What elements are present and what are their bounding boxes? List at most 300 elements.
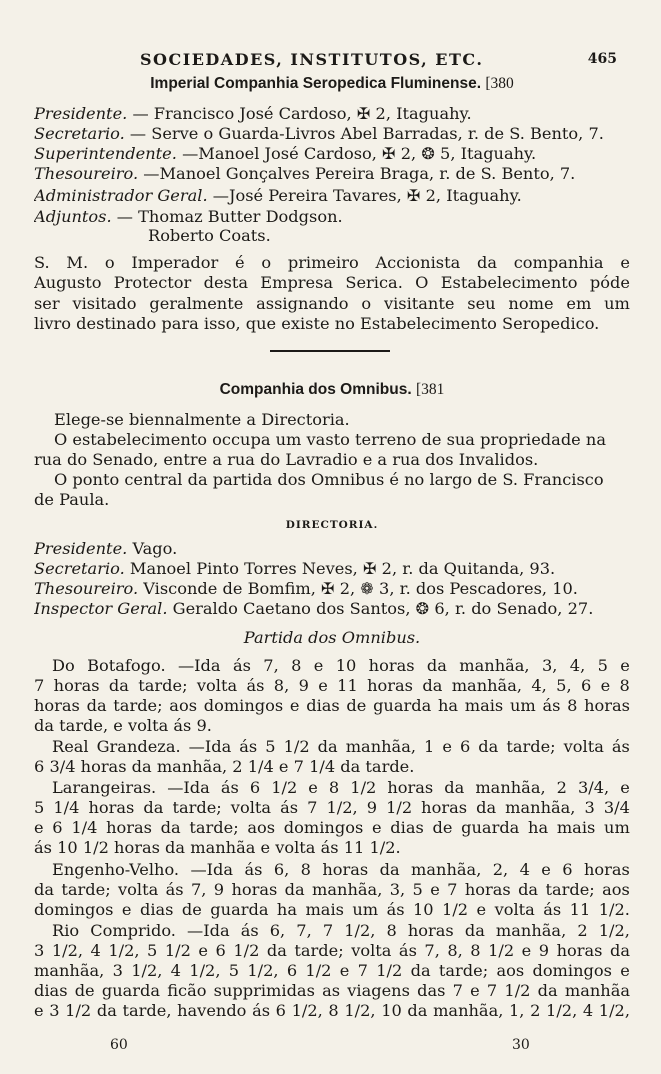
schedule-line — [52, 656, 630, 676]
word: Estabelecimento — [440, 273, 578, 292]
director-line: Inspector Geral. Geraldo Caetano dos Santos, ❂ 6, r. do Senado, 27. — [34, 599, 594, 618]
word: as — [322, 981, 341, 1000]
word: 3, — [541, 656, 558, 675]
word: 9 — [366, 798, 378, 817]
word: domingos — [283, 818, 364, 837]
word: 1/2, — [546, 1001, 578, 1020]
schedule-line — [34, 676, 630, 696]
word: ás — [542, 696, 561, 715]
paragraph-line — [34, 273, 630, 293]
word: manhãa, — [475, 778, 546, 797]
word: manhãa, — [411, 860, 482, 879]
word: ficão — [167, 981, 207, 1000]
word: 3, — [389, 880, 406, 899]
word: 9 — [538, 941, 550, 960]
word: 10 — [413, 900, 434, 919]
word: ás — [252, 1001, 271, 1020]
schedule-line — [34, 798, 630, 818]
word: guarda — [210, 900, 269, 919]
word: da — [537, 981, 558, 1000]
word: 4, — [531, 676, 547, 695]
word: Imperador — [131, 253, 219, 272]
word: da — [426, 656, 447, 675]
word: e — [521, 941, 532, 960]
word: da — [96, 1001, 117, 1020]
word: 7 — [307, 798, 318, 817]
word: 10 — [381, 1001, 402, 1020]
word: horas — [322, 860, 369, 879]
word: 11 — [337, 676, 358, 695]
word: da — [444, 778, 465, 797]
word: e — [430, 880, 440, 899]
word: 1/2, — [189, 961, 221, 980]
word: da — [108, 676, 129, 695]
officer-line-adjunto: Roberto Coats. — [148, 226, 271, 245]
word: ás — [398, 941, 417, 960]
word: 5 — [265, 737, 276, 756]
word: 7, — [190, 880, 207, 899]
word: 10 — [335, 656, 357, 675]
word: companhia — [513, 253, 604, 272]
officer-line: Thesoureiro. —Manoel Gonçalves Pereira Braga, r. de S. Bento, 7. — [34, 164, 576, 183]
word: ás — [240, 921, 259, 940]
word: um — [509, 696, 536, 715]
word: horas — [34, 696, 80, 715]
officer-line: Administrador Geral. —José Pereira Tavares, ✠ 2, Itaguahy. — [34, 186, 522, 205]
paragraph-line — [34, 253, 630, 273]
director-line: Presidente. Vago. — [34, 539, 178, 558]
word: e — [470, 981, 480, 1000]
word: horas — [106, 818, 152, 837]
word: Do — [52, 656, 75, 675]
word: da — [478, 737, 499, 756]
word: manhãa, — [345, 737, 417, 756]
word: da — [379, 860, 400, 879]
word: o — [104, 253, 115, 272]
word: Rio — [52, 921, 80, 940]
word: 1/2, — [108, 941, 140, 960]
word: 4, — [569, 656, 586, 675]
word: e — [620, 656, 630, 675]
schedule-line — [34, 900, 630, 920]
schedule-line — [34, 818, 630, 838]
word: tarde; — [545, 880, 595, 899]
word: 1/2 — [442, 900, 469, 919]
word: 1/4 — [53, 798, 80, 817]
word: da — [476, 253, 497, 272]
word: 7, — [424, 941, 440, 960]
word: 9 — [213, 880, 225, 899]
schedule-line: da tarde, e volta ás 9. — [34, 716, 212, 735]
schedule-line — [34, 941, 630, 961]
word: ha — [528, 818, 549, 837]
section-title-omnibus: Companhia dos Omnibus. [381 — [219, 381, 445, 398]
word: —Ida — [187, 921, 230, 940]
word: 6 — [562, 860, 573, 879]
word: horas — [368, 656, 415, 675]
word: 6 — [580, 676, 592, 695]
word: volta — [351, 941, 392, 960]
word: volta — [196, 676, 238, 695]
word: o — [261, 253, 272, 272]
word: horas — [387, 778, 434, 797]
schedule-line — [34, 961, 630, 981]
word: volta — [563, 737, 604, 756]
word: visitado — [72, 294, 137, 313]
word: horas — [583, 860, 630, 879]
word: e — [442, 737, 452, 756]
word: mais — [464, 696, 504, 715]
word: dias — [139, 900, 174, 919]
word: tarde; — [189, 818, 239, 837]
schedule-line — [34, 696, 630, 716]
word: 1/2, — [131, 961, 163, 980]
word: um — [604, 818, 630, 837]
director-line: Secretario. Manoel Pinto Torres Neves, ✠ 2, r. da Quitanda, 93. — [34, 559, 556, 578]
word: manhãa, — [433, 1001, 504, 1020]
word: 5, — [556, 676, 572, 695]
word: horas — [421, 798, 468, 817]
word: aos — [496, 961, 525, 980]
word: 6, — [269, 921, 286, 940]
word: ás — [543, 900, 562, 919]
word: e — [620, 961, 630, 980]
word: 1/2 — [164, 941, 191, 960]
word: desta — [203, 273, 248, 292]
word: horas — [367, 676, 413, 695]
word: da — [86, 696, 107, 715]
word: S. — [34, 253, 50, 272]
schedule-line — [34, 1001, 630, 1021]
word: de — [432, 818, 453, 837]
word: 7 — [322, 921, 334, 940]
word: 1/2 — [283, 737, 310, 756]
word: domingos — [34, 900, 114, 919]
word: da — [410, 961, 431, 980]
word: Real — [52, 737, 89, 756]
paragraph-line — [34, 294, 630, 314]
director-line: Thesoureiro. Visconde de Bomfim, ✠ 2, ❁ 3, r. dos Pescadores, 10. — [34, 579, 578, 598]
word: manhãa, — [451, 676, 522, 695]
word: volta — [118, 880, 159, 899]
word: 6 — [249, 778, 261, 797]
word: 4 — [170, 961, 181, 980]
word: 8 — [300, 860, 311, 879]
word: 1/2, — [344, 1001, 376, 1020]
word: 6 — [275, 1001, 286, 1020]
word: 7 — [452, 981, 463, 1000]
word: 7 — [447, 880, 458, 899]
word: mais — [305, 900, 344, 919]
word: 5 — [412, 880, 423, 899]
word: havendo — [177, 1001, 247, 1020]
word: —Ida — [167, 778, 210, 797]
word: ás — [246, 676, 265, 695]
word: assignando — [256, 294, 349, 313]
word: volta — [230, 798, 272, 817]
word: 1/2, — [598, 1001, 630, 1020]
word: 2 — [556, 778, 567, 797]
word: tarde; — [172, 798, 222, 817]
word: 7 — [486, 981, 498, 1000]
word: supprimidas — [213, 981, 315, 1000]
word: de — [181, 900, 202, 919]
word: —Ida — [177, 656, 221, 675]
word: manhãa, — [495, 921, 567, 940]
word: horas — [88, 798, 135, 817]
word: tarde, — [122, 1001, 172, 1020]
word: 1/2 — [65, 1001, 92, 1020]
word: Comprido. — [90, 921, 176, 940]
word: 1/2 — [488, 941, 515, 960]
word: de — [346, 696, 367, 715]
word: horas — [407, 921, 454, 940]
word: e — [318, 676, 328, 695]
word: de — [74, 981, 95, 1000]
word: 8 — [386, 921, 397, 940]
word: visitante — [383, 294, 455, 313]
word: 3/4 — [603, 798, 630, 817]
word: viagens — [347, 981, 410, 1000]
word: da — [34, 880, 55, 899]
word: 5 — [34, 798, 45, 817]
word: um — [604, 294, 630, 313]
word: da — [476, 798, 497, 817]
word: Engenho-Velho. — [52, 860, 180, 879]
word: ha — [276, 900, 297, 919]
schedule-line — [52, 778, 630, 798]
word: 5 — [147, 941, 158, 960]
word: 3 — [112, 961, 123, 980]
word: dias — [306, 696, 340, 715]
word: dias — [390, 818, 424, 837]
word: Accionista — [375, 253, 461, 272]
word: e — [308, 778, 318, 797]
word: M. — [66, 253, 89, 272]
word: horas — [53, 676, 100, 695]
word: ha — [437, 696, 459, 715]
word: da — [160, 818, 181, 837]
word: e — [620, 778, 630, 797]
word: Botafogo. — [87, 656, 166, 675]
word: guarda — [461, 818, 520, 837]
word: e — [476, 900, 487, 919]
word: 4 — [582, 1001, 594, 1020]
word: manhãa, — [459, 656, 530, 675]
word: 1/2, — [247, 961, 279, 980]
paragraph-line: O estabelecimento occupa um vasto terreno de sua propriedade na — [54, 430, 606, 449]
word: 11 — [569, 900, 591, 919]
word: ás — [239, 737, 258, 756]
word: 8 — [291, 656, 302, 675]
word: Augusto — [34, 273, 102, 292]
word: 2 — [530, 1001, 541, 1020]
word: aos — [169, 696, 198, 715]
word: O — [415, 273, 429, 292]
word: e — [121, 900, 132, 919]
signature-mark-right: 30 — [512, 1037, 530, 1053]
word: 6 — [459, 737, 471, 756]
word: 8 — [328, 1001, 339, 1020]
schedule-line — [34, 880, 630, 900]
word: 1/2 — [350, 778, 377, 797]
word: Grandeza. — [96, 737, 181, 756]
word: 1/2 — [305, 961, 332, 980]
word: da — [422, 676, 443, 695]
word: aos — [247, 818, 276, 837]
word: da — [284, 880, 305, 899]
page-number: 465 — [587, 51, 617, 67]
word: e — [371, 818, 382, 837]
word: 8, — [273, 676, 290, 695]
word: —Ida — [188, 737, 232, 756]
word: e — [620, 253, 630, 272]
word: e — [34, 1001, 44, 1020]
word: 6 — [52, 818, 63, 837]
word: domingos — [203, 696, 284, 715]
word: ás — [165, 880, 184, 899]
word: nome — [508, 294, 554, 313]
word: 8 — [619, 676, 630, 695]
word: 1/2, — [326, 798, 358, 817]
word: 1 — [424, 737, 435, 756]
word: e — [313, 656, 324, 675]
word: em — [566, 294, 592, 313]
word: Serica. — [345, 273, 403, 292]
word: 3/4, — [578, 778, 610, 797]
paragraph-line: livro destinado para isso, que existe no Estabelecimento Seropedico. — [34, 314, 600, 333]
word: dias — [34, 981, 68, 1000]
word: 2, — [492, 860, 509, 879]
word: primeiro — [287, 253, 359, 272]
signature-mark-left: 60 — [110, 1037, 128, 1053]
word: guarda — [373, 696, 432, 715]
word: mais — [556, 818, 596, 837]
word: e — [34, 818, 44, 837]
word: 1/2, — [344, 921, 376, 940]
word: domingos — [532, 961, 612, 980]
word: é — [235, 253, 245, 272]
word: um — [352, 900, 379, 919]
word: tarde; — [438, 961, 489, 980]
word: manhãa, — [34, 961, 105, 980]
word: ás — [611, 737, 630, 756]
officer-line: Adjuntos. — Thomaz Butter Dodgson. — [34, 207, 343, 226]
word: aos — [602, 880, 630, 899]
word: —Ida — [190, 860, 234, 879]
schedule-line — [52, 921, 630, 941]
word: ás — [244, 860, 263, 879]
word: Empresa — [260, 273, 334, 292]
word: guarda — [101, 981, 161, 1000]
word: Protector — [113, 273, 192, 292]
word: da — [609, 941, 630, 960]
word: seu — [467, 294, 496, 313]
paragraph-line: de Paula. — [34, 490, 110, 509]
word: ás — [280, 798, 299, 817]
word: da — [518, 880, 539, 899]
word: horas — [556, 941, 603, 960]
word: póde — [589, 273, 630, 292]
word: 6 — [215, 941, 226, 960]
schedule-line: ás 10 1/2 horas da manhãa e volta ás 11 1/2. — [34, 838, 401, 857]
word: 7 — [357, 961, 368, 980]
word: e — [541, 860, 551, 879]
word: o — [361, 294, 372, 313]
word: 7, — [263, 656, 279, 675]
schedule-line — [34, 981, 630, 1001]
word: 7 — [34, 676, 45, 695]
word: da — [143, 798, 164, 817]
word: Larangeiras. — [52, 778, 157, 797]
word: e — [198, 941, 208, 960]
word: horas — [231, 880, 278, 899]
word: 7, — [296, 921, 312, 940]
word: geralmente — [149, 294, 244, 313]
schedule-line — [52, 737, 630, 757]
word: 1/2 — [271, 778, 298, 797]
word: tarde; — [61, 880, 111, 899]
word: 3 — [49, 1001, 60, 1020]
section-ref: [380 — [485, 75, 514, 92]
word: horas — [464, 880, 511, 899]
schedule-line — [52, 860, 630, 880]
word: 2 — [577, 921, 588, 940]
word: 1/2 — [386, 798, 413, 817]
officer-line: Secretario. — Serve o Guarda-Livros Abel Barradas, r. de S. Bento, 7. — [34, 124, 604, 143]
word: 5 — [597, 656, 608, 675]
word: 4 — [519, 860, 530, 879]
word: 1/2, — [598, 921, 630, 940]
word: 1/2 — [376, 961, 403, 980]
section-title-seropedica: Imperial Companhia Seropedica Fluminense. [380 — [150, 75, 514, 92]
word: 9 — [298, 676, 309, 695]
word: das — [417, 981, 446, 1000]
word: ás — [232, 656, 251, 675]
word: 6, — [273, 860, 290, 879]
word: 8 — [470, 941, 481, 960]
word: da — [464, 921, 485, 940]
running-title: SOCIEDADES, INSTITUTOS, ETC. — [140, 50, 484, 69]
paragraph-line: O ponto central da partida dos Omnibus é no largo de S. Francisco — [54, 470, 604, 489]
officer-line: Superintendente. —Manoel José Cardoso, ✠ 2, ❂ 5, Itaguahy. — [34, 144, 537, 163]
word: ás — [220, 778, 239, 797]
word: 1/2 — [233, 941, 260, 960]
word: 1/2. — [598, 900, 630, 919]
word: 8, — [447, 941, 463, 960]
paragraph-line: Elege-se biennalmente a Directoria. — [54, 410, 350, 429]
word: tarde; — [138, 676, 188, 695]
word: 1, — [509, 1001, 525, 1020]
section-ref: [381 — [415, 381, 445, 398]
word: 8 — [567, 696, 578, 715]
word: 6 — [286, 961, 298, 980]
word: da — [317, 737, 338, 756]
word: tarde; — [506, 737, 556, 756]
word: tarde; — [294, 941, 344, 960]
word: manhãa — [564, 981, 630, 1000]
word: 1/4 — [71, 818, 98, 837]
word: 1/2, — [291, 1001, 323, 1020]
word: da — [266, 941, 287, 960]
schedule-line: 6 3/4 horas da manhãa, 2 1/4 e 7 1/4 da tarde. — [34, 757, 415, 776]
word: ás — [386, 900, 405, 919]
section-divider — [270, 350, 390, 352]
word: 3 — [34, 941, 45, 960]
partida-heading: Partida dos Omnibus. — [243, 628, 421, 647]
word: e — [289, 696, 300, 715]
word: manhãa, — [312, 880, 383, 899]
